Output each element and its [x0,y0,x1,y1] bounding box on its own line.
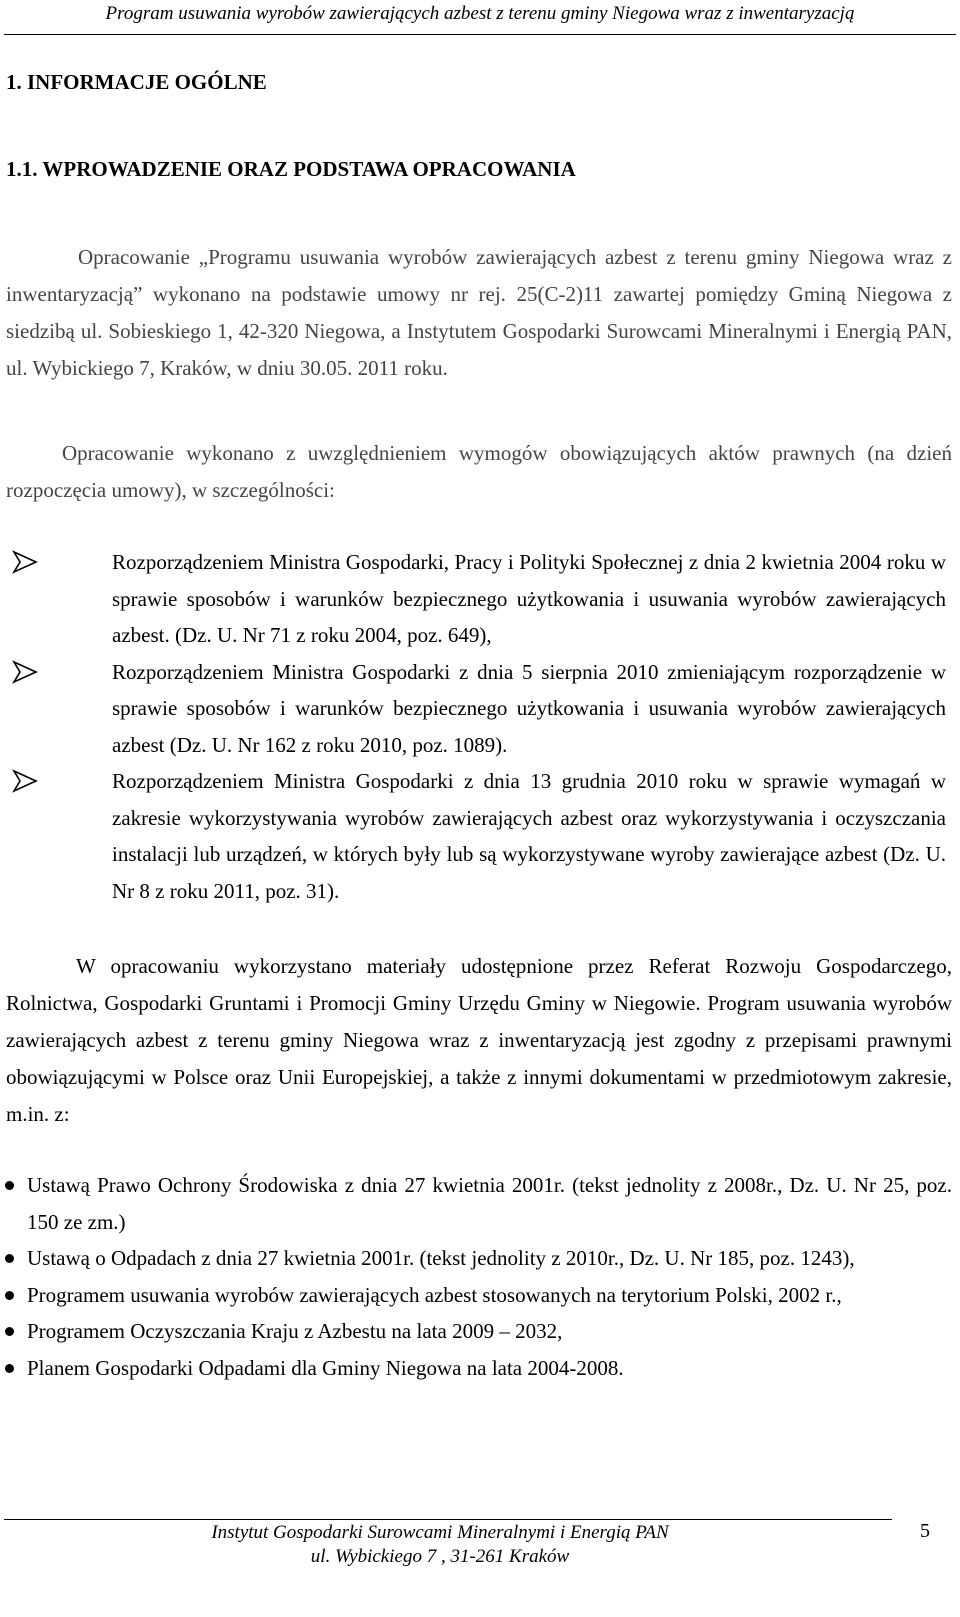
list-item [0,1240,952,1277]
bullet-dot-icon [5,1254,14,1263]
list-item-text: Ustawą Prawo Ochrony Środowiska z dnia 27 kwietnia 2001r. (tekst jednolity z 2008r., Dz. U. Nr 25, poz. 150 ze zm.) [27,1173,952,1234]
running-header: Program usuwania wyrobów zawierających azbest z terenu gminy Niegowa wraz z inwentaryzacją [105,3,855,24]
arrow-bullet-icon [8,660,40,684]
list-item [0,544,946,654]
list-item [0,1313,952,1350]
section-heading: 1. INFORMACJE OGÓLNE [6,70,267,94]
list-item [0,1350,952,1387]
list-item-text: Programem Oczyszczania Kraju z Azbestu na lata 2009 – 2032, [27,1319,563,1343]
arrow-bullet-icon [8,550,40,574]
list-item-text: Programem usuwania wyrobów zawierających azbest stosowanych na terytorium Polski, 2002 r., [27,1282,842,1307]
intro-paragraph: Opracowanie „Programu usuwania wyrobów zawierających azbest z terenu gminy Niegowa wraz z inwentaryzacją” wykonano na podstawie umowy nr rej. 25(C-2)11 zawartej pomiędzy Gminą Niegowa z siedzibą ul. Sobieskiego 1, 42-320 Niegowa, a Instytutem Gospodarki Surowcami Mineralnymi i Energią PAN, ul. Wybickiego 7, Kraków, w dniu 30.05. 2011 roku. [6,245,952,380]
list-item [0,654,946,764]
list-item-text: Rozporządzeniem Ministra Gospodarki, Pracy i Polityki Społecznej z dnia 2 kwietnia 2004 roku w sprawie sposobów i warunków bezpiecznego użytkowania i usuwania wyrobów zawierających azbest. (Dz. U. Nr 71 z roku 2004, poz. 649), [112,550,946,647]
header-rule [4,34,956,35]
subsection-heading: 1.1. WPROWADZENIE ORAZ PODSTAWA OPRACOWANIA [6,157,576,181]
bullet-dot-icon [5,1364,14,1373]
requirements-paragraph: Opracowanie wykonano z uwzględnieniem wymogów obowiązujących aktów prawnych (na dzień rozpoczęcia umowy), w szczególności: [6,441,952,502]
list-item-text: Planem Gospodarki Odpadami dla Gminy Niegowa na lata 2004-2008. [27,1355,624,1380]
list-item [0,763,946,909]
footer-institution: Instytut Gospodarki Surowcami Mineralnymi i Energią PAN [211,1522,669,1543]
list-item-text: Rozporządzeniem Ministra Gospodarki z dnia 13 grudnia 2010 roku w sprawie wymagań w zakresie wykorzystywania wyrobów zawierających azbest oraz wykorzystywania i oczyszczania instalacji lub urządzeń, w których były lub są wykorzystywane wyroby zawierające azbest (Dz. U. Nr 8 z roku 2011, poz. 31). [112,769,946,903]
page-number: 5 [920,1520,930,1542]
list-item-text: Ustawą o Odpadach z dnia 27 kwietnia 2001r. (tekst jednolity z 2010r., Dz. U. Nr 185, poz. 1243), [27,1246,855,1270]
footer-address: ul. Wybickiego 7 , 31-261 Kraków [310,1546,570,1567]
arrow-bullet-icon [8,769,40,793]
bullet-dot-icon [5,1327,14,1336]
list-item [0,1277,952,1314]
bullet-dot-icon [5,1181,14,1190]
footer-rule [4,1519,892,1520]
regulations-list [0,544,960,909]
documents-list [0,1167,960,1386]
sources-paragraph: W opracowaniu wykorzystano materiały udostępnione przez Referat Rozwoju Gospodarczego, Rolnictwa, Gospodarki Gruntami i Promocji Gminy Urzędu Gminy w Niegowie. Program usuwania wyrobów zawierających azbest z terenu gminy Niegowa wraz z inwentaryzacją jest zgodny z przepisami prawnymi obowiązującymi w Polsce oraz Unii Europejskiej, a także z innymi dokumentami w przedmiotowym zakresie, m.in. z: [6,954,952,1126]
list-item [0,1167,952,1240]
bullet-dot-icon [5,1291,14,1300]
list-item-text: Rozporządzeniem Ministra Gospodarki z dnia 5 sierpnia 2010 zmieniającym rozporządzenie w sprawie sposobów i warunków bezpiecznego użytkowania i usuwania wyrobów zawierających azbest (Dz. U. Nr 162 z roku 2010, poz. 1089). [112,659,946,757]
